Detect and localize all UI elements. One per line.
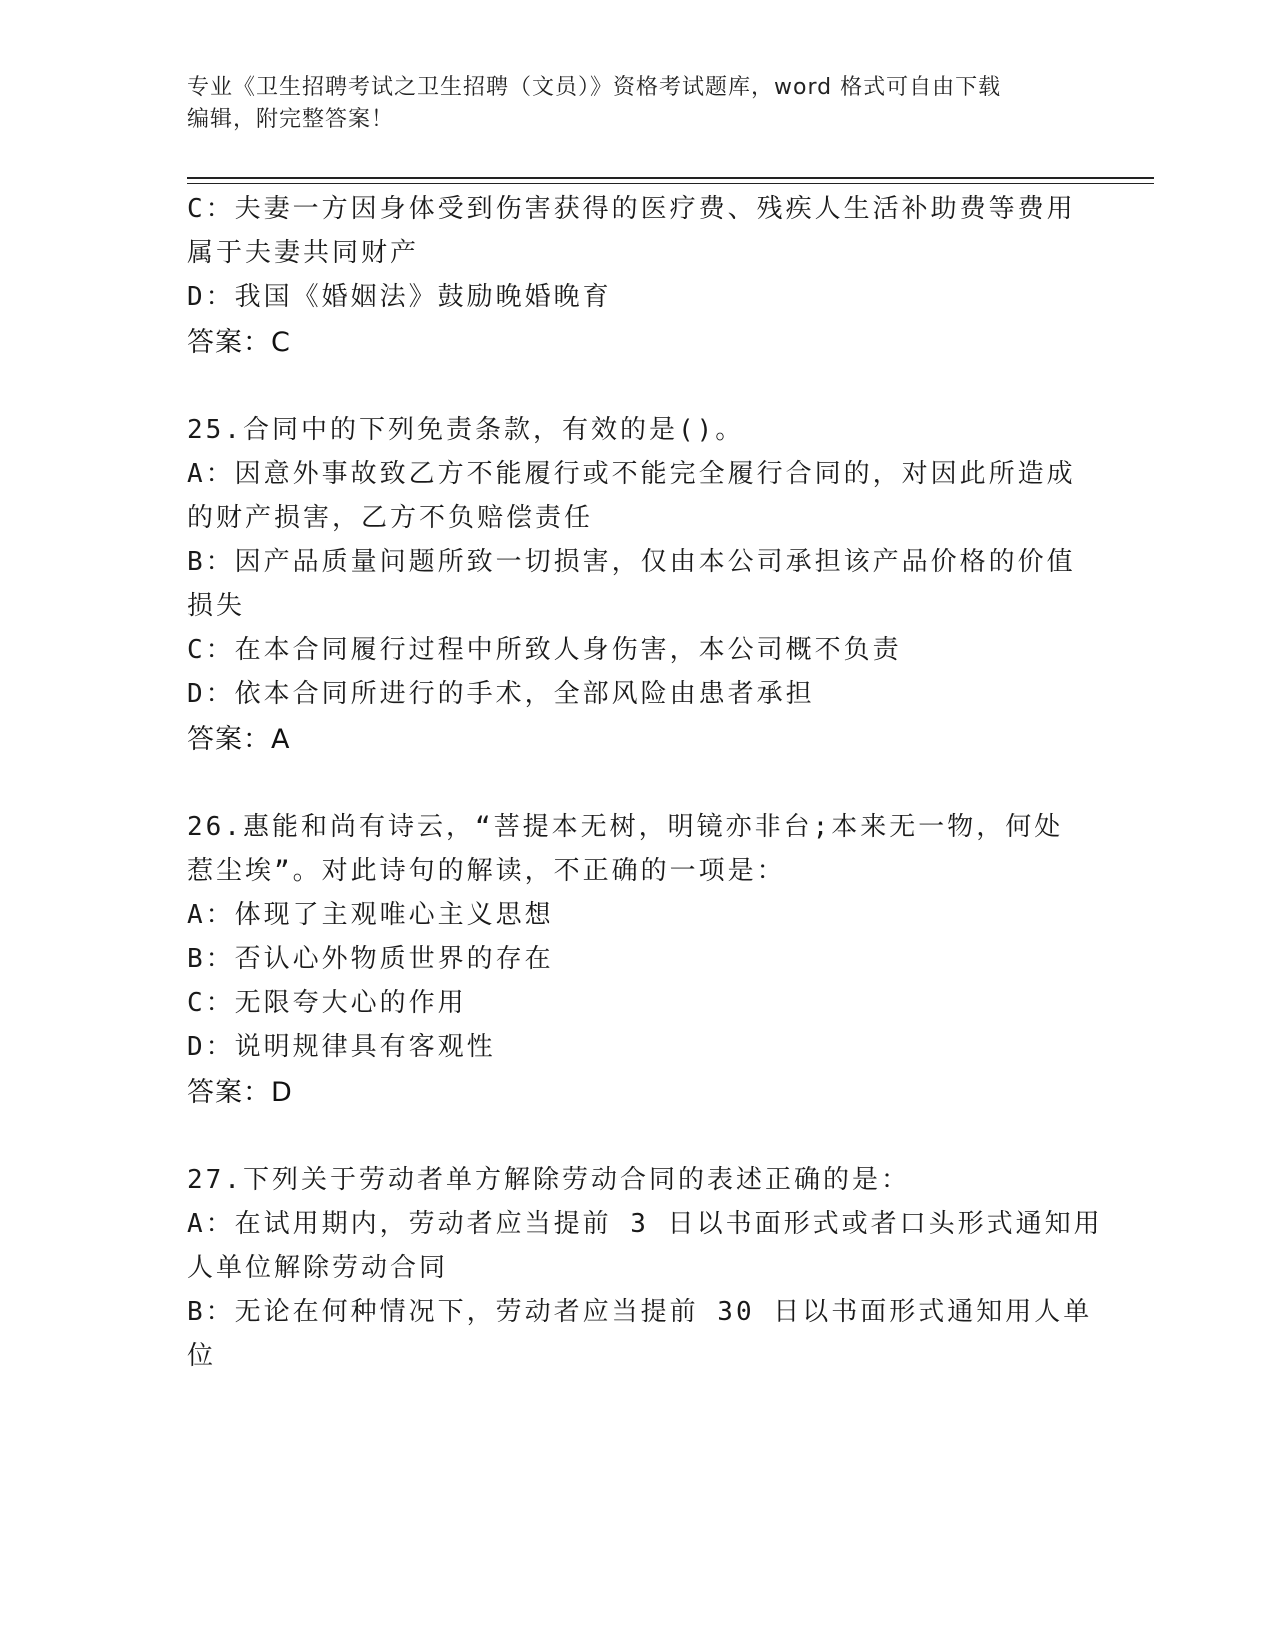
text-line: 惹尘埃”。对此诗句的解读，不正确的一项是： bbox=[187, 856, 786, 886]
answer-line: 答案：C bbox=[187, 327, 291, 358]
text-line: 属于夫妻共同财产 bbox=[187, 238, 420, 268]
text-line: 损失 bbox=[187, 591, 246, 621]
text-line: 位 bbox=[187, 1341, 217, 1371]
text-line: D：我国《婚姻法》鼓励晚婚晚育 bbox=[187, 282, 612, 312]
text-line: C：无限夸大心的作用 bbox=[187, 988, 467, 1018]
question-stem: 26.惠能和尚有诗云，“菩提本无树，明镜亦非台;本来无一物，何处 bbox=[187, 812, 1064, 842]
header-line-1: 专业《卫生招聘考试之卫生招聘（文员）》资格考试题库，word 格式可自由下载 bbox=[187, 75, 1002, 100]
text-line: D：依本合同所进行的手术，全部风险由患者承担 bbox=[187, 679, 815, 709]
text-line: 的财产损害，乙方不负赔偿责任 bbox=[187, 503, 594, 533]
text-line: A：在试用期内，劳动者应当提前 3 日以书面形式或者口头形式通知用 bbox=[187, 1209, 1103, 1239]
header-line-2: 编辑，附完整答案！ bbox=[187, 107, 395, 132]
answer-line: 答案：A bbox=[187, 724, 291, 755]
answer-line: 答案：D bbox=[187, 1077, 293, 1108]
text-line: B：无论在何种情况下，劳动者应当提前 30 日以书面形式通知用人单 bbox=[187, 1297, 1093, 1327]
question-stem: 25.合同中的下列免责条款，有效的是()。 bbox=[187, 415, 745, 445]
text-line: B：否认心外物质世界的存在 bbox=[187, 944, 554, 974]
header-rule-thin bbox=[187, 183, 1154, 184]
page-header bbox=[187, 72, 1087, 136]
header-rule-thick bbox=[187, 177, 1154, 179]
text-line: C：在本合同履行过程中所致人身伤害，本公司概不负责 bbox=[187, 635, 902, 665]
text-line: D：说明规律具有客观性 bbox=[187, 1032, 496, 1062]
text-line: C：夫妻一方因身体受到伤害获得的医疗费、残疾人生活补助费等费用 bbox=[187, 194, 1076, 224]
text-line: A：因意外事故致乙方不能履行或不能完全履行合同的，对因此所造成 bbox=[187, 459, 1076, 489]
text-line: B：因产品质量问题所致一切损害，仅由本公司承担该产品价格的价值 bbox=[187, 547, 1076, 577]
question-stem: 27.下列关于劳动者单方解除劳动合同的表述正确的是： bbox=[187, 1165, 910, 1195]
text-line: 人单位解除劳动合同 bbox=[187, 1253, 449, 1283]
text-line: A：体现了主观唯心主义思想 bbox=[187, 900, 554, 930]
